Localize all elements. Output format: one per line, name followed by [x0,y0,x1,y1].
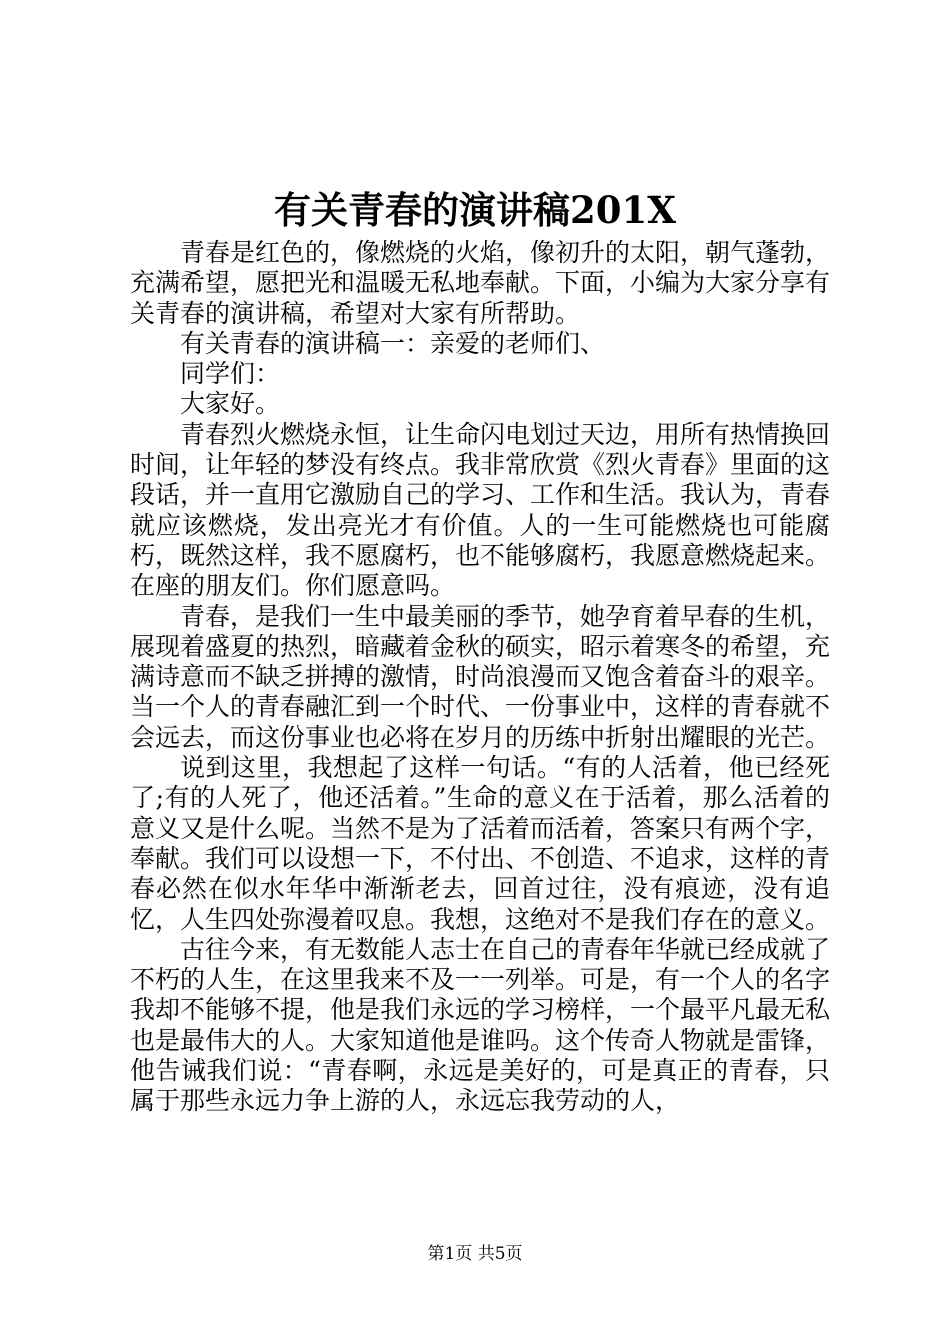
paragraph-body: 青春，是我们一生中最美丽的季节，她孕育着早春的生机，展现着盛夏的热烈，暗藏着金秋的硕实，昭示着寒冬的希望，充满诗意而不缺乏拼搏的激情，时尚浪漫而又饱含着奋斗的艰辛。当一个人的青春融汇到一个时代、一份事业中，这样的青春就不会远去，而这份事业也必将在岁月的历练中折射出耀眼的光芒。 [130,601,831,752]
paragraph-speech-heading: 有关青春的演讲稿一：亲爱的老师们、 [180,328,606,358]
paragraph-intro: 青春是红色的，像燃烧的火焰，像初升的太阳，朝气蓬勃，充满希望，愿把光和温暖无私地奉献。下面，小编为大家分享有关青春的演讲稿，希望对大家有所帮助。 [130,238,831,328]
page-number-footer: 第1页 共5页 [427,1244,523,1264]
paragraph-body: 古往今来，有无数能人志士在自己的青春年华就已经成就了不朽的人生，在这里我来不及一一列举。可是，有一个人的名字我却不能够不提，他是我们永远的学习榜样，一个最平凡最无私也是最伟大的人。大家知道他是谁吗。这个传奇人物就是雷锋，他告诫我们说：“青春啊，永远是美好的，可是真正的青春，只属于那些永远力争上游的人，永远忘我劳动的人， [130,934,831,1116]
document-body [130,238,830,1117]
paragraph-salutation: 同学们： [180,359,281,389]
paragraph-body: 说到这里，我想起了这样一句话。“有的人活着，他已经死了;有的人死了，他还活着。”生命的意义在于活着，那么活着的意义又是什么呢。当然不是为了活着而活着，答案只有两个字，奉献。我们可以设想一下，不付出、不创造、不追求，这样的青春必然在似水年华中渐渐老去，回首过往，没有痕迹，没有追忆，人生四处弥漫着叹息。我想，这绝对不是我们存在的意义。 [130,753,831,934]
paragraph-body: 青春烈火燃烧永恒，让生命闪电划过天边，用所有热情换回时间，让年轻的梦没有终点。我非常欣赏《烈火青春》里面的这段话，并一直用它激励自己的学习、工作和生活。我认为，青春就应该燃烧，发出亮光才有价值。人的一生可能燃烧也可能腐朽，既然这样，我不愿腐朽，也不能够腐朽，我愿意燃烧起来。在座的朋友们。你们愿意吗。 [130,419,831,601]
paragraph-greeting: 大家好。 [180,389,281,419]
document-title: 有关青春的演讲稿201X [274,188,676,232]
